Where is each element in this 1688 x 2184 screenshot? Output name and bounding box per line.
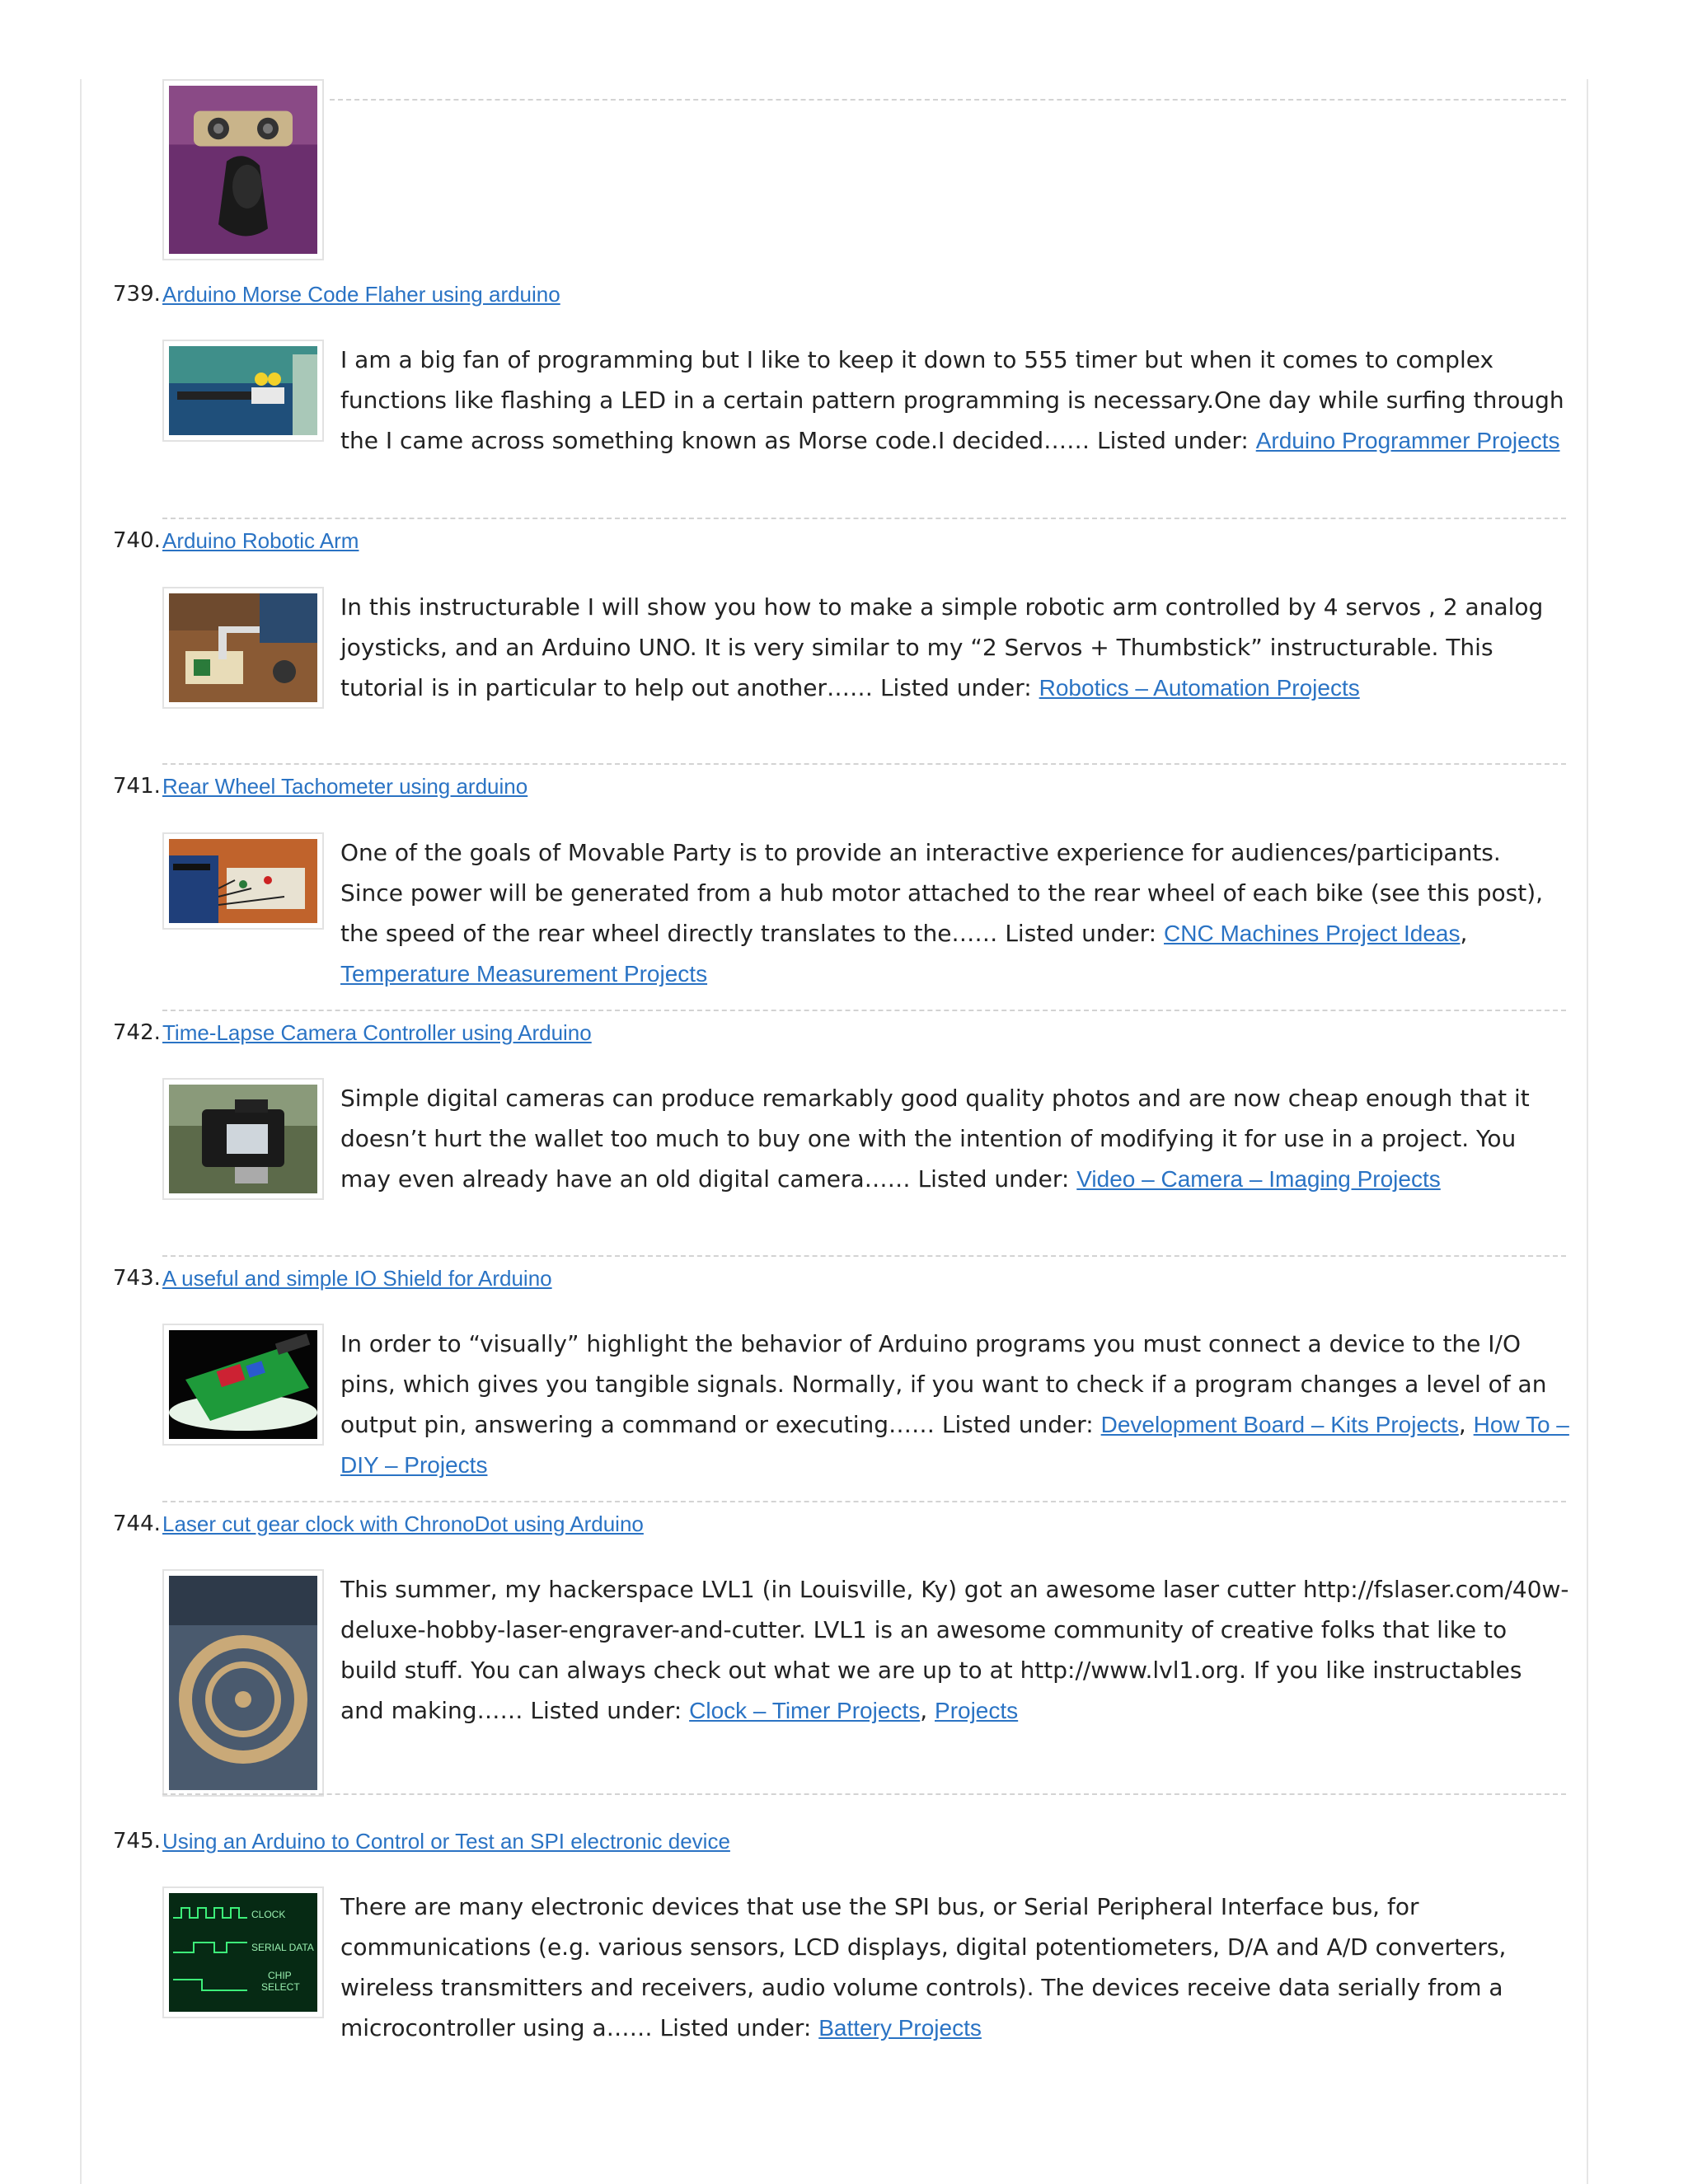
item-number: 744. <box>113 1511 161 1536</box>
thumbnail-io-shield[interactable] <box>162 1324 324 1446</box>
item-number: 742. <box>113 1020 161 1045</box>
description-text: Simple digital cameras can produce remarkably good quality photos and are now cheap enough that it doesn’t hurt the wallet too much to buy one with the intention of modifying it for use in a project. You may even already have an old digital camera…… Listed under: <box>340 1085 1530 1193</box>
separator <box>162 1793 1566 1795</box>
thumbnail-camera[interactable] <box>162 1078 324 1200</box>
item-title-link[interactable]: A useful and simple IO Shield for Arduino <box>162 1266 552 1291</box>
item-description <box>340 1886 1570 2048</box>
description-text: There are many electronic devices that use the SPI bus, or Serial Peripheral Interface bus, for communications (e.g. various sensors, LCD displays, digital potentiometers, D/A and A/D converters, wireless transmitters and receivers, audio volume controls). The devices receive data serially from a microcontroller using a…… Listed under: <box>340 1893 1507 2041</box>
item-title-link[interactable]: Arduino Robotic Arm <box>162 528 359 553</box>
thumbnail-gear-clock[interactable] <box>162 1569 324 1797</box>
item-description: In order to “visually” highlight the behavior of Arduino programs you must connect a device to the I/O pins, which gives you tangible signals. Normally, if you want to check if a program changes a level of an output pin, answering a command or executing…… Listed under: Development Board – Kits Projects, How To – DIY – Projects <box>340 1330 1569 1478</box>
category-link[interactable]: CNC Machines Project Ideas <box>1164 921 1461 946</box>
thumbnail-morse-led[interactable] <box>162 340 324 442</box>
item-title-link[interactable]: Laser cut gear clock with ChronoDot using Arduino <box>162 1511 644 1536</box>
description-text: In order to “visually” highlight the behavior of Arduino programs you must connect a device to the I/O pins, which gives you tangible signals. Normally, if you want to check if a program changes a level of an output pin, answering a command or executing…… Listed under: <box>340 1330 1547 1438</box>
thumb-label: SELECT <box>261 1981 300 1993</box>
description-text: I am a big fan of programming but I like to keep it down to 555 timer but when it comes to complex functions like flashing a LED in a certain pattern programming is necessary.One day while surfing through the I came across something known as Morse code.I decided…… Listed under: <box>340 346 1564 454</box>
thumb-label: SERIAL DATA <box>251 1942 314 1953</box>
thumb-label: CLOCK <box>251 1909 286 1920</box>
description-text: This summer, my hackerspace LVL1 (in Louisville, Ky) got an awesome laser cutter http://fslaser.com/40w-deluxe-hobby-laser-engraver-and-cutter. LVL1 is an awesome community of creative folks that like to build stuff. You can always check out what we are up to at http://www.lvl1.org. If you like instructables and making…… Listed under: <box>340 1576 1569 1724</box>
category-link[interactable]: Battery Projects <box>818 2015 982 2041</box>
description-text: One of the goals of Movable Party is to provide an interactive experience for audiences/participants. Since power will be generated from a hub motor attached to the rear wheel of each bike (see this post), the speed of the rear wheel directly translates to the…… Listed under: <box>340 839 1544 947</box>
item-number: 741. <box>113 774 161 799</box>
item-number: 745. <box>113 1829 161 1854</box>
item-description <box>340 1078 1570 1199</box>
category-link[interactable]: Development Board – Kits Projects <box>1100 1412 1459 1437</box>
thumbnail-robotic-arm[interactable] <box>162 587 324 709</box>
item-title-link[interactable]: Arduino Morse Code Flaher using arduino <box>162 282 560 307</box>
thumb-label: CHIP <box>268 1970 292 1981</box>
category-link[interactable]: Robotics – Automation Projects <box>1039 675 1360 701</box>
category-link[interactable]: Video – Camera – Imaging Projects <box>1076 1166 1441 1192</box>
item-number: 740. <box>113 528 161 553</box>
separator <box>162 763 1566 765</box>
thumbnail-stereo-camera[interactable] <box>162 79 324 260</box>
thumbnail-spi-waveform[interactable] <box>162 1886 324 2018</box>
item-description: This summer, my hackerspace LVL1 (in Louisville, Ky) got an awesome laser cutter http://fslaser.com/40w-deluxe-hobby-laser-engraver-and-cutter. LVL1 is an awesome community of creative folks that like to build stuff. You can always check out what we are up to at http://www.lvl1.org. If you like instructables and making…… Listed under: Clock – Timer Projects, Projects <box>340 1576 1569 1724</box>
item-number: 743. <box>113 1266 161 1291</box>
item-description <box>340 587 1570 708</box>
description-text: In this instructurable I will show you how to make a simple robotic arm controlled by 4 servos , 2 analog joysticks, and an Arduino UNO. It is very similar to my “2 Servos + Thumbstick” instructurable. This tutorial is in particular to help out another…… Listed under: <box>340 593 1544 701</box>
item-description: One of the goals of Movable Party is to provide an interactive experience for audiences/participants. Since power will be generated from a hub motor attached to the rear wheel of each bike (see this post), the speed of the rear wheel directly translates to the…… Listed under: CNC Machines Project Ideas, Temperature Measurement Projects <box>340 839 1544 987</box>
category-link[interactable]: Clock – Timer Projects <box>689 1698 921 1723</box>
category-link[interactable]: Arduino Programmer Projects <box>1255 428 1560 453</box>
separator <box>162 1255 1566 1257</box>
separator <box>162 518 1566 519</box>
category-link[interactable]: Projects <box>935 1698 1019 1723</box>
separator <box>330 99 1566 101</box>
item-title-link[interactable]: Rear Wheel Tachometer using arduino <box>162 774 528 799</box>
separator <box>162 1010 1566 1011</box>
category-link[interactable]: How To – DIY – Projects <box>340 1412 1569 1478</box>
item-number: 739. <box>113 282 161 307</box>
item-title-link[interactable]: Time-Lapse Camera Controller using Arduino <box>162 1020 592 1045</box>
item-description <box>340 340 1570 461</box>
category-link[interactable]: Temperature Measurement Projects <box>340 961 708 987</box>
thumbnail-tachometer[interactable] <box>162 832 324 930</box>
item-title-link[interactable]: Using an Arduino to Control or Test an SPI electronic device <box>162 1829 730 1854</box>
separator <box>162 1501 1566 1502</box>
